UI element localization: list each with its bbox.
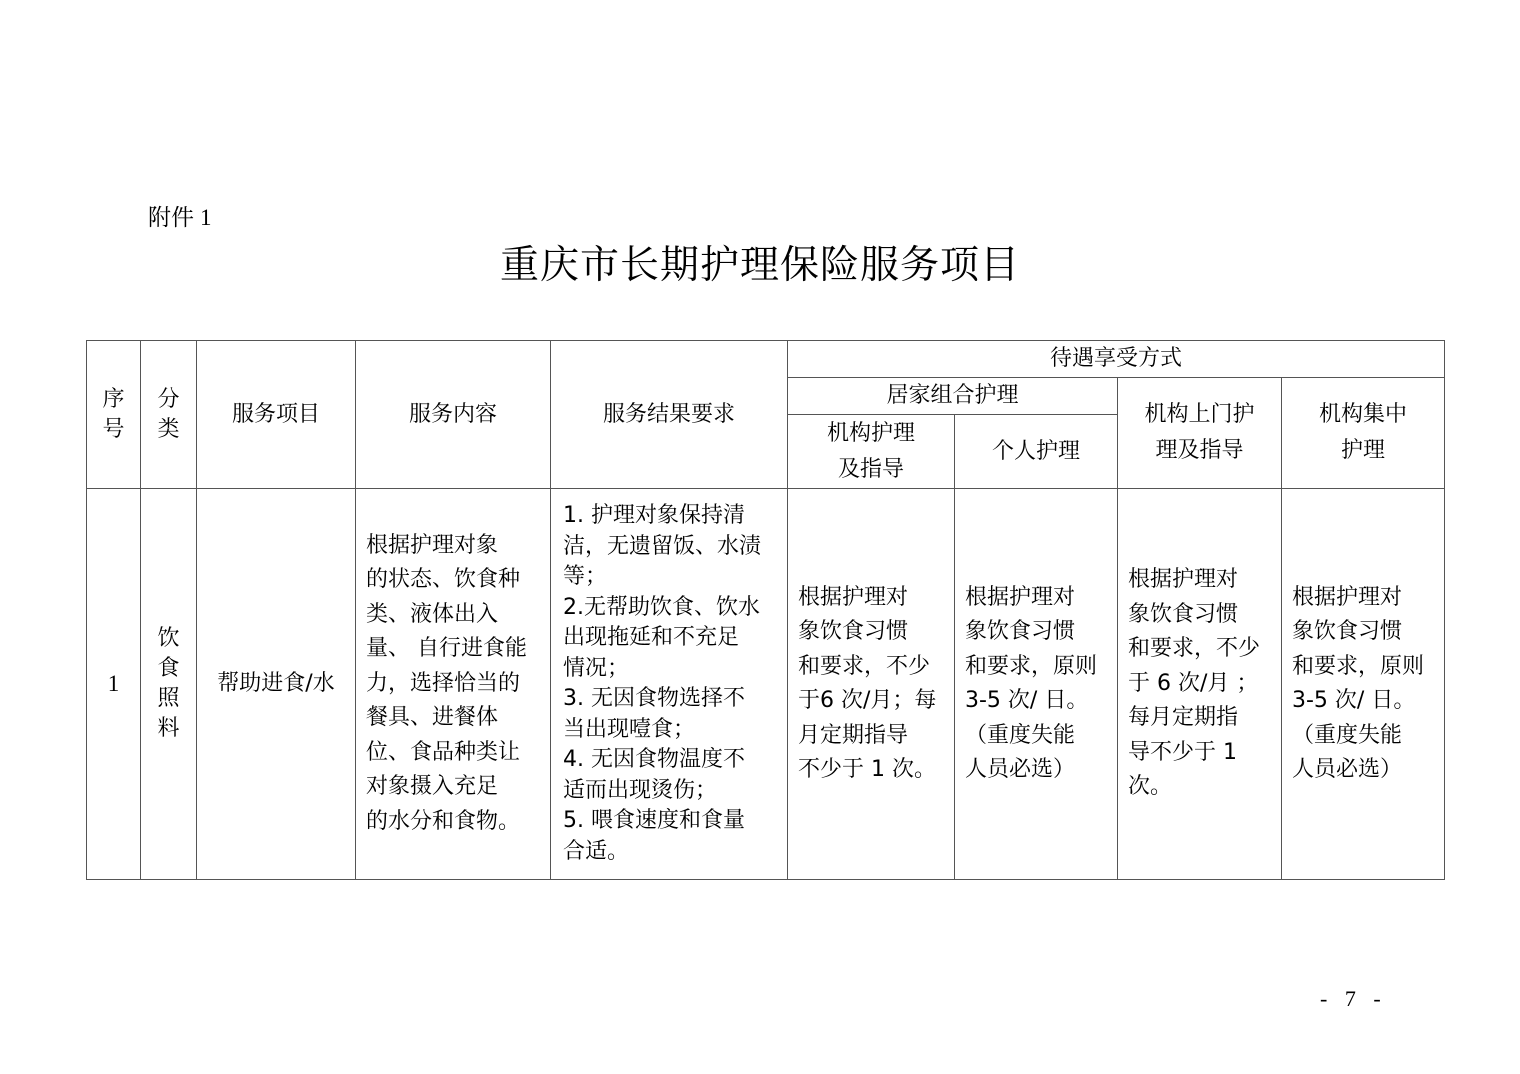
service-table (86, 340, 1445, 880)
row-centralized (1282, 489, 1445, 880)
result-line: 3. 无因食物选择不 (563, 686, 745, 711)
result-line: 1. 护理对象保持清 (563, 503, 745, 528)
header-institution-guidance (788, 415, 955, 489)
row-service-content (356, 489, 551, 880)
content-line: 的水分和食物。 (366, 808, 521, 834)
header-row-1 (87, 341, 1445, 378)
row-service-result (551, 489, 788, 880)
content-line: 根据护理对象 (366, 532, 499, 558)
benefit-line: 于6 次/月；每 (798, 688, 937, 713)
header-seq-char: 号 (102, 416, 125, 442)
content-line: 类、液体出入 (366, 601, 499, 627)
row-institution-guidance (788, 489, 955, 880)
result-line: 情况； (563, 655, 630, 681)
result-line: 洁，无遗留饭、水渍 (563, 533, 762, 559)
header-personal-care: 个人护理 (955, 415, 1118, 489)
page-title: 重庆市长期护理保险服务项目 (499, 243, 1020, 288)
benefit-line: 每月定期指 (1128, 705, 1239, 731)
benefit-line: 象饮食习惯 (798, 619, 909, 644)
header-line: 理及指导 (1155, 438, 1244, 463)
benefit-line: 人员必选） (965, 757, 1076, 782)
benefit-line: 于 6 次/月 ； (1128, 670, 1259, 696)
row-personal-care (955, 489, 1118, 880)
result-line: 2.无帮助饮食、饮水 (563, 594, 760, 620)
attachment-label (148, 202, 212, 234)
content-line: 对象摄入充足 (366, 774, 499, 800)
header-service-item: 服务项目 (197, 341, 356, 489)
header-line: 机构集中 (1319, 402, 1408, 427)
benefit-line: 3-5 次/ 日。 (1292, 688, 1416, 713)
header-service-result: 服务结果要求 (551, 341, 788, 489)
benefit-line: 根据护理对 (798, 584, 909, 610)
benefit-line: 和要求，原则 (1292, 653, 1425, 679)
result-line: 当出现噎食； (563, 716, 696, 742)
benefit-line: 人员必选） (1292, 757, 1403, 782)
content-line: 位、食品种类让 (366, 739, 521, 765)
benefit-line: （重度失能 (965, 722, 1076, 748)
category-char: 食 (157, 656, 180, 681)
attachment-text: 附件 (148, 205, 194, 231)
benefit-line: 导不少于 1 (1128, 739, 1237, 765)
row-service-item: 帮助进食/水 (197, 489, 356, 880)
header-category-char: 分 (157, 386, 180, 412)
header-line: 机构护理 (826, 420, 915, 446)
row-category (141, 489, 197, 880)
result-line: 适而出现烫伤； (563, 777, 718, 803)
result-line: 出现拖延和不充足 (563, 625, 740, 650)
content-line: 力，选择恰当的 (366, 670, 521, 696)
header-home-combined: 居家组合护理 (788, 378, 1118, 415)
attachment-number: 1 (200, 205, 212, 230)
content-line: 餐具、进餐体 (366, 705, 499, 731)
result-line: 等； (563, 564, 608, 589)
benefit-line: 象饮食习惯 (1292, 619, 1403, 644)
result-line: 5. 喂食速度和食量 (563, 808, 745, 833)
table-row (87, 489, 1445, 880)
header-seq-char: 序 (102, 386, 125, 412)
row-seq: 1 (87, 489, 141, 880)
row-door-to-door (1118, 489, 1282, 880)
benefit-line: （重度失能 (1292, 722, 1403, 748)
category-char: 饮 (157, 626, 180, 651)
benefit-line: 和要求，不少 (1128, 636, 1261, 662)
header-benefit-mode: 待遇享受方式 (788, 341, 1445, 378)
page-number: - 7 - (1320, 986, 1387, 1011)
benefit-line: 根据护理对 (1292, 584, 1403, 610)
benefit-line: 根据护理对 (1128, 567, 1239, 593)
category-char: 料 (157, 716, 180, 741)
benefit-line: 月定期指导 (798, 722, 909, 748)
header-seq (87, 341, 141, 489)
header-centralized (1282, 378, 1445, 489)
header-line: 及指导 (837, 456, 904, 482)
header-door-to-door (1118, 378, 1282, 489)
benefit-line: 次。 (1128, 774, 1173, 800)
header-line: 护理 (1341, 438, 1386, 463)
benefit-line: 和要求，不少 (798, 653, 931, 679)
benefit-line: 象饮食习惯 (1128, 601, 1239, 627)
result-line: 合适。 (563, 838, 630, 864)
header-category (141, 341, 197, 489)
benefit-line: 和要求，原则 (965, 653, 1098, 679)
benefit-line: 象饮食习惯 (965, 619, 1076, 644)
category-char: 照 (157, 686, 180, 711)
content-line: 的状态、饮食种 (366, 567, 521, 593)
header-category-char: 类 (157, 416, 180, 442)
benefit-line: 3-5 次/ 日。 (965, 688, 1089, 713)
header-service-content: 服务内容 (356, 341, 551, 489)
benefit-line: 不少于 1 次。 (798, 757, 936, 782)
content-line: 量、 自行进食能 (366, 636, 527, 662)
result-line: 4. 无因食物温度不 (563, 747, 745, 772)
header-line: 机构上门护 (1144, 402, 1255, 427)
benefit-line: 根据护理对 (965, 584, 1076, 610)
